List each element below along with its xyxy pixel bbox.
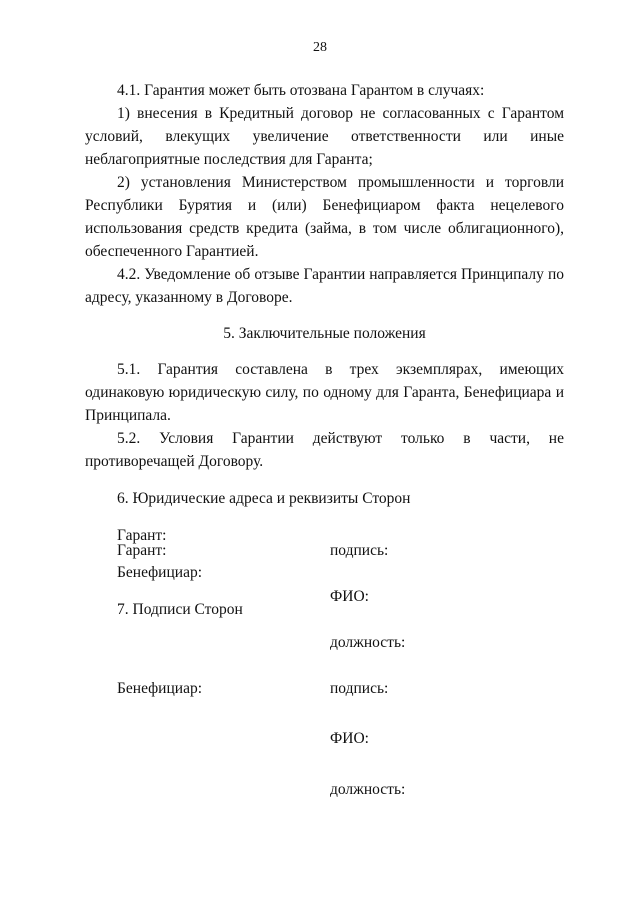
paragraph-4-1-item-2: 2) установления Министерством промышленности и торговли Республики Бурятия и (или) Бенефициаром факта нецелевого использования средств кредита (займа, в том числе облигационного), обеспеченного Гарантией. [85,174,564,260]
section-5-heading: 5. Заключительные положения [223,325,426,342]
paragraph-4-2: 4.2. Уведомление об отзыве Гарантии направляется Принципалу по адресу, указанному в Договоре. [85,266,564,306]
page-number: 28 [313,40,327,55]
signature-party-guarantor: Гарант: [117,542,167,559]
paragraph-4-1-item-1: 1) внесения в Кредитный договор не согласованных с Гарантом условий, влекущих увеличение ответственности или иные неблагоприятные последствия для Гаранта; [85,105,564,168]
paragraph-5-2: 5.2. Условия Гарантии действуют только в части, не противоречащей Договору. [85,430,564,470]
position-field: должность: [330,781,406,798]
section-7-heading: 7. Подписи Сторон [117,601,243,618]
paragraph-4-1: 4.1. Гарантия может быть отозвана Гарантом в случаях: [117,82,485,99]
section-6-heading: 6. Юридические адреса и реквизиты Сторон [117,490,411,507]
signature-field: подпись: [330,542,389,559]
position-field: должность: [330,634,406,651]
full-name-field: ФИО: [330,730,369,747]
requisites-beneficiary-label: Бенефициар: [117,564,203,581]
paragraph-5-1: 5.1. Гарантия составлена в трех экземплярах, имеющих одинаковую юридическую силу, по одному для Гаранта, Бенефициара и Принципала. [85,361,564,424]
signature-party-beneficiary: Бенефициар: [117,680,203,697]
full-name-field: ФИО: [330,588,369,605]
signature-field: подпись: [330,680,389,697]
requisites-guarantor-label: Гарант: [117,527,167,544]
